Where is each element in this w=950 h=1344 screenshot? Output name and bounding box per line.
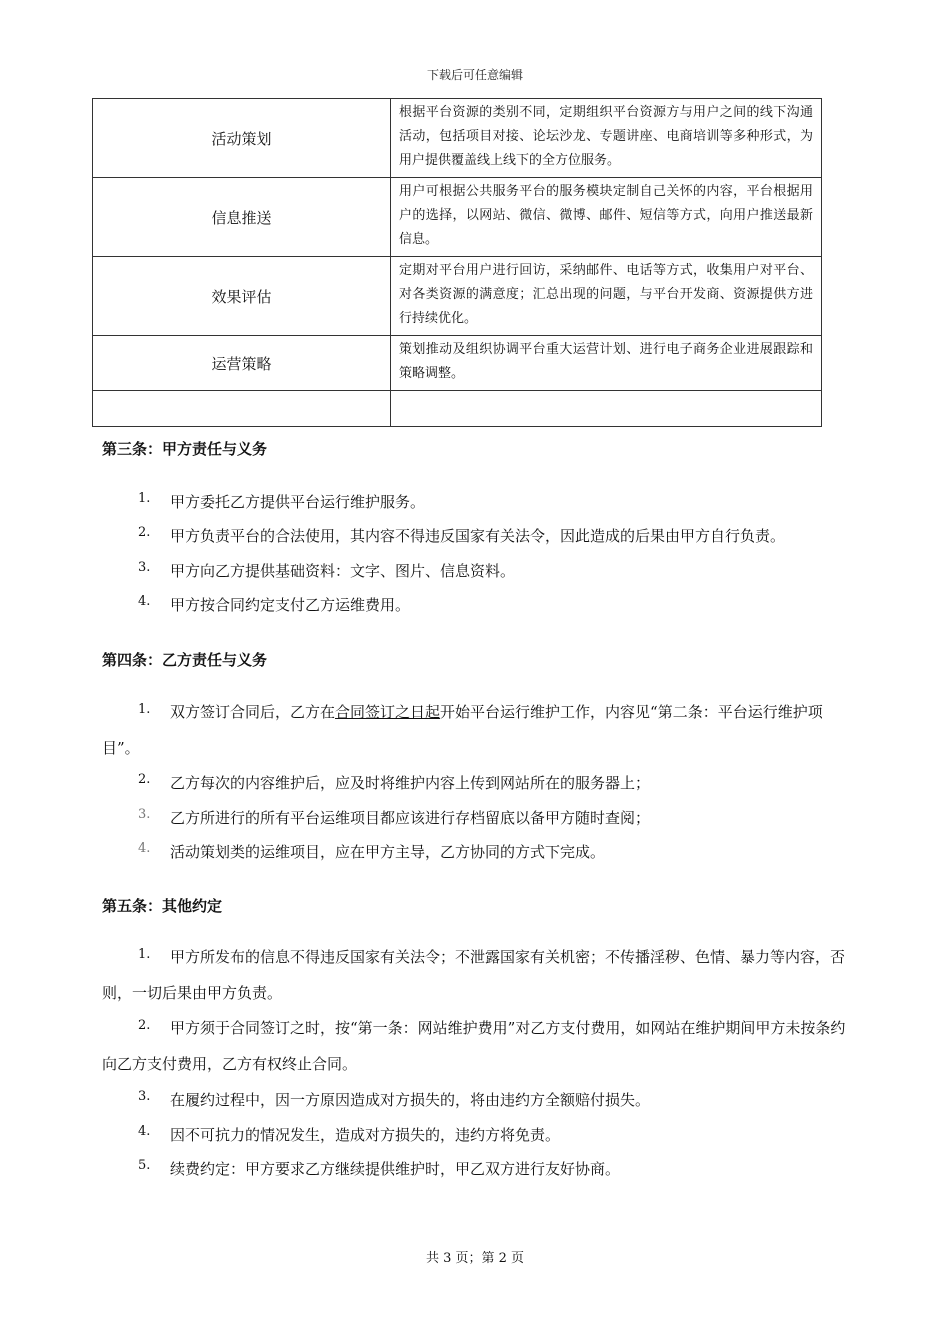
item-number: 3. xyxy=(138,560,151,575)
section-heading: 第三条：甲方责任与义务 xyxy=(102,440,268,458)
page-header: 下载后可任意编辑 xyxy=(426,68,523,82)
item-number: 1. xyxy=(138,947,151,962)
list-item xyxy=(102,772,848,793)
list-item xyxy=(102,1010,848,1082)
table-row xyxy=(93,99,822,178)
service-description xyxy=(391,391,822,427)
item-number: 3. xyxy=(138,807,151,822)
item-number: 2. xyxy=(138,1018,151,1033)
table-row xyxy=(93,178,822,257)
list-item xyxy=(102,1089,848,1110)
service-description: 策划推动及组织协调平台重大运营计划、进行电子商务企业进展跟踪和策略调整。 xyxy=(391,336,822,391)
item-text: 在履约过程中，因一方原因造成对方损失的，将由违约方全额赔付损失。 xyxy=(170,1091,651,1109)
item-number: 3. xyxy=(138,1089,151,1104)
section-heading: 第四条：乙方责任与义务 xyxy=(102,651,268,669)
underlined-text: 合同签订之日起 xyxy=(335,703,441,721)
item-text: 续费约定：甲方要求乙方继续提供维护时，甲乙双方进行友好协商。 xyxy=(170,1160,621,1178)
list-item xyxy=(102,841,848,862)
list-item xyxy=(102,525,848,546)
page-footer: 共 3 页；第 2 页 xyxy=(425,1251,525,1266)
item-number: 2. xyxy=(138,525,151,540)
service-description: 根据平台资源的类别不同，定期组织平台资源方与用户之间的线下沟通活动，包括项目对接、论坛沙龙、专题讲座、电商培训等多种形式，为用户提供覆盖线上线下的全方位服务。 xyxy=(391,99,822,178)
list-item xyxy=(102,1124,848,1145)
item-text: 甲方负责平台的合法使用，其内容不得违反国家有关法令，因此造成的后果由甲方自行负责。 xyxy=(170,527,786,545)
item-number: 1. xyxy=(138,491,151,506)
table-row xyxy=(93,336,822,391)
item-number: 1. xyxy=(138,702,151,717)
item-text: 开始平台运行维护工作，内容见“第二条：平台运行维护项目”。 xyxy=(102,703,823,757)
item-text: 乙方每次的内容维护后，应及时将维护内容上传到网站所在的服务器上； xyxy=(170,774,651,792)
item-number: 4. xyxy=(138,1124,151,1139)
service-description: 定期对平台用户进行回访，采纳邮件、电话等方式，收集用户对平台、对各类资源的满意度；汇总出现的问题，与平台开发商、资源提供方进行持续优化。 xyxy=(391,257,822,336)
item-text: 甲方所发布的信息不得违反国家有关法令；不泄露国家有关机密；不传播淫秽、色情、暴力等内容，否则，一切后果由甲方负责。 xyxy=(102,948,846,1002)
list-item xyxy=(102,939,848,1011)
item-number: 4. xyxy=(138,594,151,609)
service-name: 运营策略 xyxy=(93,336,391,391)
item-text: 因不可抗力的情况发生，造成对方损失的，违约方将免责。 xyxy=(170,1126,561,1144)
table-row xyxy=(93,257,822,336)
service-name xyxy=(93,391,391,427)
service-name: 信息推送 xyxy=(93,178,391,257)
item-text: 活动策划类的运维项目，应在甲方主导，乙方协同的方式下完成。 xyxy=(170,843,606,861)
service-description: 用户可根据公共服务平台的服务模块定制自己关怀的内容，平台根据用户的选择，以网站、微信、微博、邮件、短信等方式，向用户推送最新信息。 xyxy=(391,178,822,257)
item-text: 甲方按合同约定支付乙方运维费用。 xyxy=(170,596,411,614)
item-number: 5. xyxy=(138,1158,151,1173)
section-heading: 第五条：其他约定 xyxy=(102,897,223,915)
service-table xyxy=(92,98,822,427)
item-number: 2. xyxy=(138,772,151,787)
item-text: 甲方须于合同签订之时，按“第一条：网站维护费用”对乙方支付费用，如网站在维护期间甲方未按条约向乙方支付费用，乙方有权终止合同。 xyxy=(102,1019,846,1073)
item-text: 甲方向乙方提供基础资料：文字、图片、信息资料。 xyxy=(170,562,516,580)
list-item xyxy=(102,694,848,766)
table-row xyxy=(93,391,822,427)
list-item xyxy=(102,594,848,615)
list-item xyxy=(102,1158,848,1179)
item-number: 4. xyxy=(138,841,151,856)
list-item xyxy=(102,807,848,828)
item-text: 双方签订合同后，乙方在 xyxy=(170,703,336,721)
service-name: 活动策划 xyxy=(93,99,391,178)
service-name: 效果评估 xyxy=(93,257,391,336)
item-text: 甲方委托乙方提供平台运行维护服务。 xyxy=(170,493,426,511)
item-text: 乙方所进行的所有平台运维项目都应该进行存档留底以备甲方随时查阅； xyxy=(170,809,651,827)
list-item xyxy=(102,560,848,581)
list-item xyxy=(102,491,848,512)
